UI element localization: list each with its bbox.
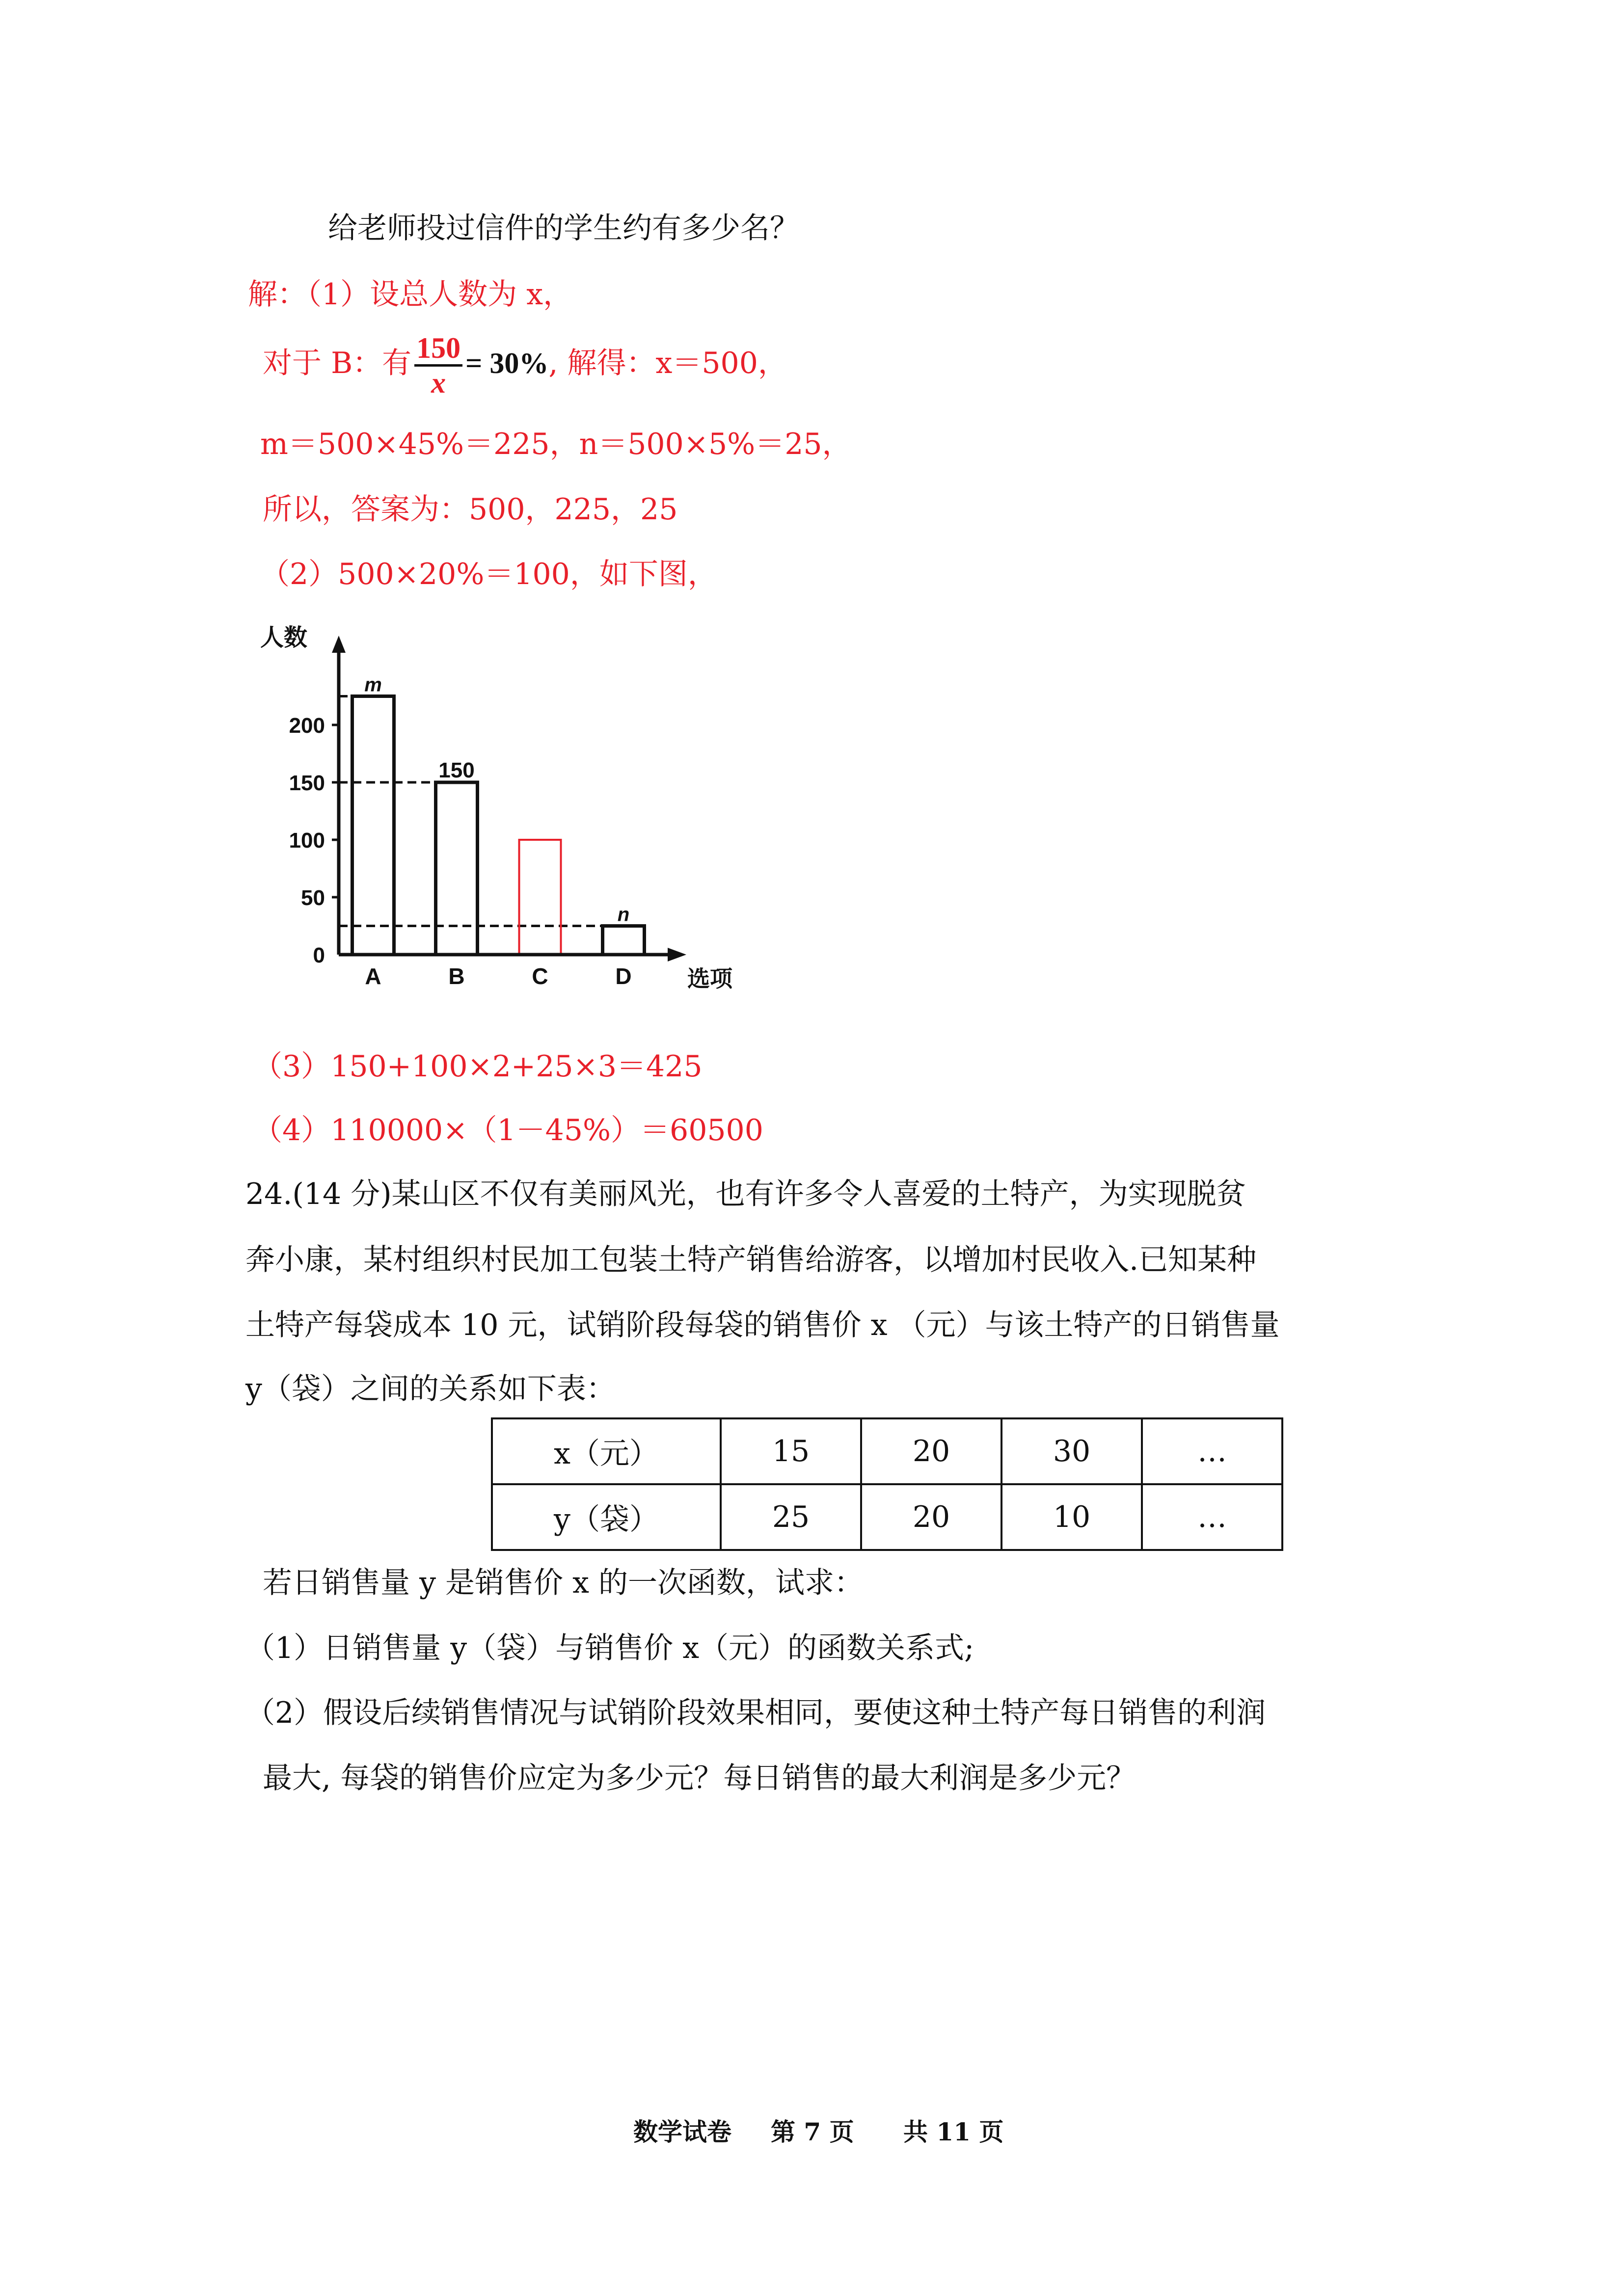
y-tick-label: 200 <box>289 714 325 738</box>
problem24-line-3: 土特产每袋成本 10 元，试销阶段每袋的销售价 x （元）与该土特产的日销售量 <box>245 1308 1280 1342</box>
solution-line-2-suffix: , 解得：x＝500， <box>548 346 787 380</box>
table-cell: 15 <box>721 1418 861 1484</box>
problem24-line-8: 最大, 每袋的销售价应定为多少元？每日销售的最大利润是多少元？ <box>263 1761 1136 1795</box>
fraction <box>414 332 462 399</box>
fraction-numerator: 150 <box>414 332 462 367</box>
y-tick-label: 50 <box>301 886 325 910</box>
x-tick-label: C <box>532 963 548 989</box>
solution-line-5: （2）500×20%＝100，如下图， <box>260 557 717 591</box>
table-cell: … <box>1142 1484 1282 1550</box>
x-axis-title: 选项 <box>687 966 732 991</box>
table-row-label: y（袋） <box>492 1484 721 1550</box>
solution-line-1: 解：（1）设总人数为 x， <box>248 277 573 312</box>
problem24-line-4: y（袋）之间的关系如下表： <box>245 1372 616 1406</box>
table-cell: 20 <box>861 1484 1001 1550</box>
table-row <box>492 1484 1282 1550</box>
solution-line-2-prefix: 对于 B：有 <box>263 346 412 380</box>
y-tick-label: 0 <box>313 943 325 967</box>
table-row <box>492 1418 1282 1484</box>
x-tick-label: B <box>448 963 465 989</box>
footer-total: 共 11 页 <box>903 2117 1004 2146</box>
bar-data-label: 150 <box>438 758 475 782</box>
problem24-line-6: （1）日销售量 y（袋）与销售价 x（元）的函数关系式; <box>245 1631 974 1665</box>
solution-line-4: 所以，答案为：500，225，25 <box>263 492 678 527</box>
bar-data-label: m <box>364 674 382 696</box>
bar-A <box>352 696 394 955</box>
bar-chart <box>236 618 785 1011</box>
bar-D <box>603 926 645 955</box>
solution-line-3: m＝500×45%＝225，n＝500×5%＝25， <box>260 427 852 461</box>
x-tick-label: D <box>615 963 632 989</box>
bar-C <box>519 840 561 955</box>
bar-B <box>436 782 478 955</box>
y-tick-label: 150 <box>289 771 325 795</box>
solution-line-7: （4）110000×（1－45%）＝60500 <box>253 1113 763 1148</box>
problem24-line-2: 奔小康，某村组织村民加工包装土特产销售给游客，以增加村民收入.已知某种 <box>245 1243 1257 1277</box>
table-row-label: x（元） <box>492 1418 721 1484</box>
solution-line-2 <box>263 329 787 399</box>
table-cell: 10 <box>1001 1484 1142 1550</box>
solution-line-6: （3）150+100×2+25×3＝425 <box>253 1049 703 1084</box>
footer-page: 第 7 页 <box>771 2117 854 2146</box>
problem24-line-7: （2）假设后续销售情况与试销阶段效果相同，要使这种土特产每日销售的利润 <box>245 1696 1266 1730</box>
problem24-line-1: 24.(14 分)某山区不仅有美丽风光，也有许多令人喜爱的土特产，为实现脱贫 <box>245 1177 1246 1211</box>
table-cell: 20 <box>861 1418 1001 1484</box>
footer-subject: 数学试卷 <box>633 2117 731 2146</box>
table-cell: 25 <box>721 1484 861 1550</box>
fraction-rhs: = 30% <box>465 347 549 379</box>
table-cell: … <box>1142 1418 1282 1484</box>
x-axis-arrow <box>668 948 686 961</box>
table-cell: 30 <box>1001 1418 1142 1484</box>
problem24-line-5: 若日销售量 y 是销售价 x 的一次函数，试求： <box>263 1566 864 1600</box>
y-axis-title: 人数 <box>260 625 308 651</box>
x-tick-label: A <box>365 963 381 989</box>
xy-table <box>491 1417 1283 1551</box>
y-tick-label: 100 <box>289 828 325 853</box>
question-tail: 给老师投过信件的学生约有多少名？ <box>328 211 799 245</box>
fraction-denominator: x <box>431 366 446 399</box>
y-axis-arrow <box>332 636 346 653</box>
bar-data-label: n <box>617 904 630 926</box>
